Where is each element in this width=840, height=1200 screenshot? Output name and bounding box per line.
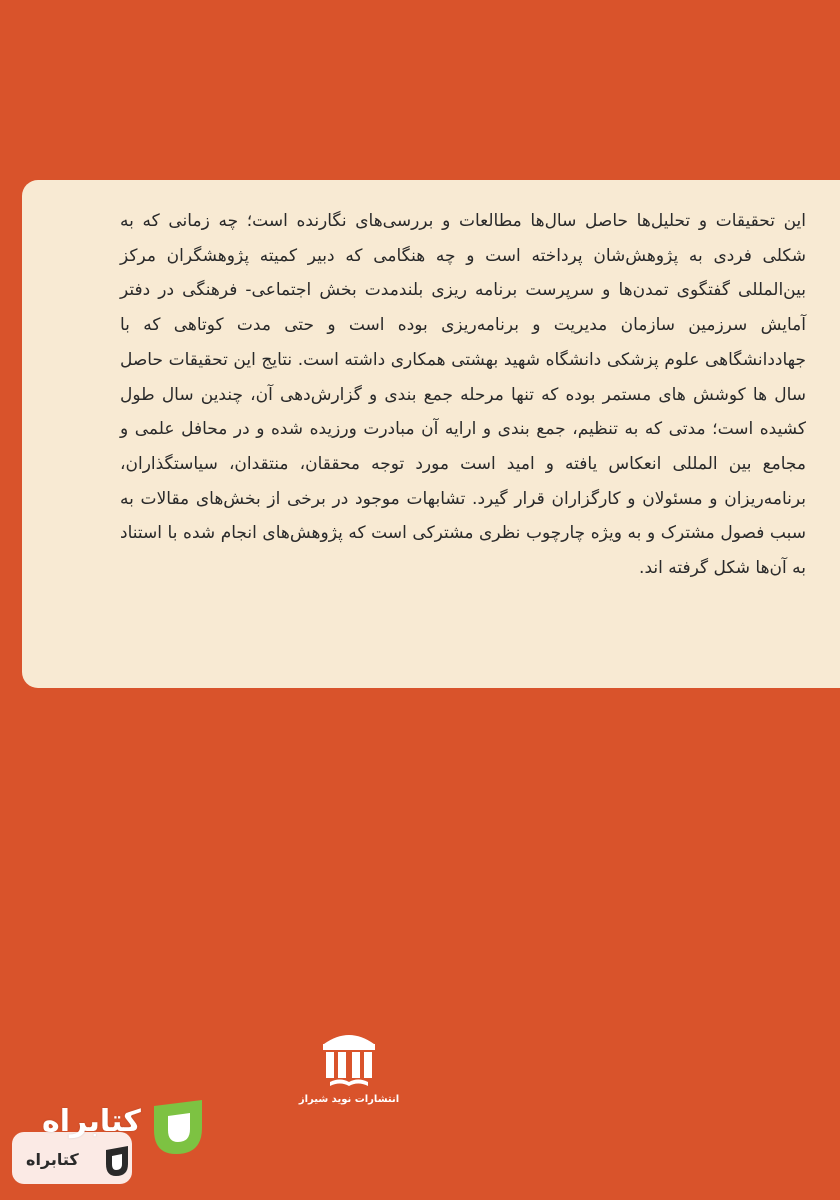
watermark-brand-text: کتابراه	[42, 1104, 141, 1139]
ketabrah-leaf-small-icon	[104, 1144, 130, 1178]
ketabrah-leaf-icon	[148, 1098, 208, 1158]
ketabrah-watermark	[12, 1094, 212, 1190]
blurb-panel	[22, 180, 840, 688]
publisher-name: انتشارات نوید شیراز	[298, 1094, 400, 1105]
publisher-building-icon	[318, 1028, 380, 1090]
publisher-logo	[289, 1028, 409, 1105]
book-description: این تحقیقات و تحلیل‌ها حاصل سال‌ها مطالعات و بررسی‌های نگارنده است؛ چه زمانی که به شکلی فردی به پژوهش‌شان پرداخته است و چه هنگامی که دبیر کمیته پژوهشگران مرکز بین‌المللی گفتگوی تمدن‌ها و سرپرست برنامه ریزی بلندمدت بخش اجتماعی- فرهنگی در دفتر آمایش سرزمین سازمان مدیریت و برنامه‌ریزی بوده است و حتی مدت کوتاهی که با جهاددانشگاهی علوم پزشکی دانشگاه شهید بهشتی همکاری داشته است. نتایج این تحقیقات حاصل سال ها کوشش های مستمر بوده که تنها مرحله جمع بندی و گزارش‌دهی آن، چندین سال طول کشیده است؛ مدتی که به تنظیم، جمع بندی و ارایه آن مبادرت ورزیده شده و در محافل علمی و مجامع بین المللی انعکاس یافته و امید است مورد توجه محققان، منتقدان، سیاستگذاران، برنامه‌ریزان و مسئولان و کارگزاران قرار گیرد. تشابهات موجود در برخی از بخش‌های مقالات به سبب فصول مشترک و به ویژه چارچوب نظری مشترکی است که پژوهش‌های انجام شده با استناد به آن‌ها شکل گرفته اند.	[120, 211, 806, 579]
watermark-brand-small-text: کتابراه	[26, 1150, 79, 1169]
